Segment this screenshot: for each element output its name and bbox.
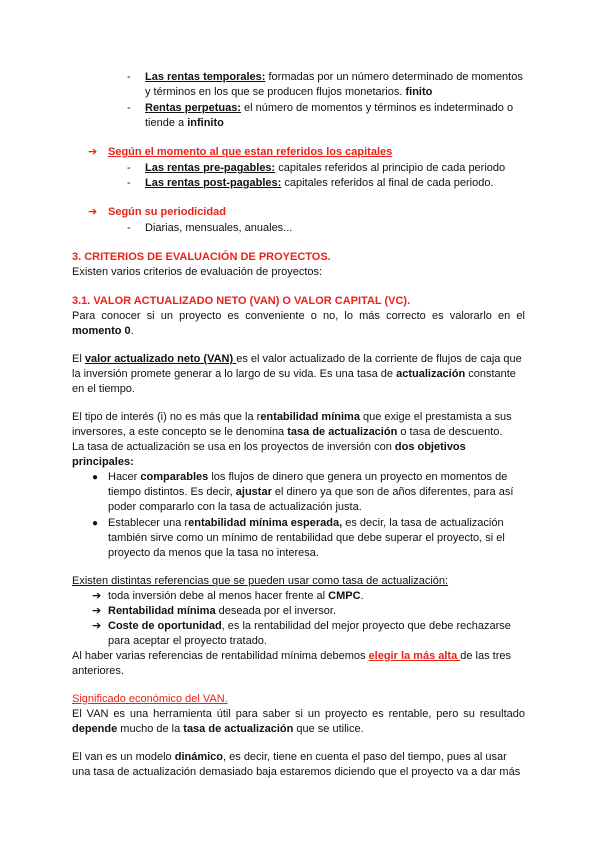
term-text: y términos en los que se producen flujos monetarios.: [145, 86, 406, 98]
ref-item: [108, 604, 336, 619]
text: tiempo distintos. Es decir,: [108, 486, 236, 498]
text: , es decir, tiene en cuenta el paso del tiempo, pues al usar: [223, 751, 507, 763]
keyword: actualización: [396, 368, 466, 380]
keyword: entabilidad mínima esperada,: [188, 517, 343, 529]
text: que se utilice.: [293, 723, 364, 735]
keyword: CMPC: [328, 590, 361, 602]
paragraph-line: [72, 440, 466, 455]
text: mucho de la: [117, 723, 184, 735]
arrow-icon: ➔: [92, 590, 102, 602]
text: Establecer una r: [108, 517, 189, 529]
section-heading-3: 3. CRITERIOS DE EVALUACIÓN DE PROYECTOS.: [72, 251, 331, 263]
keyword: comparables: [140, 471, 209, 483]
list-item-cont: [145, 116, 224, 131]
term-label: Las rentas pre-pagables:: [145, 162, 276, 174]
text: los flujos de dinero que genera un proyecto en momentos de: [208, 471, 508, 483]
term-label: Las rentas temporales:: [145, 71, 266, 83]
paragraph-line: El VAN es una herramienta útil para saber si un proyecto es rentable, pero su resultado: [72, 708, 525, 720]
keyword: ajustar: [235, 486, 272, 498]
paragraph-line: anteriores.: [72, 665, 124, 677]
term-text: formadas por un número determinado de momentos: [265, 71, 523, 83]
keyword: momento 0: [72, 325, 131, 337]
text: la inversión promete generar a lo largo de su vida. Es una tasa de: [72, 368, 397, 380]
subheading-periodicidad: Según su periodicidad: [108, 206, 226, 218]
paragraph-line: [72, 410, 512, 425]
arrow-icon: ➔: [92, 620, 102, 632]
paragraph-line: [72, 425, 502, 440]
keyword: Rentabilidad mínima: [108, 605, 216, 617]
text: .: [130, 325, 134, 337]
list-dash: -: [127, 222, 131, 234]
paragraph-line: [72, 722, 364, 737]
keyword: valor actualizado neto (VAN): [84, 353, 237, 365]
text: deseada por el inversor.: [215, 605, 337, 617]
paragraph-line: [72, 367, 516, 382]
paragraph-line: una tasa de actualización demasiado baja estaremos diciendo que el proyecto va a dar más: [72, 766, 521, 778]
text: Hacer: [108, 471, 141, 483]
paragraph: Existen varios criterios de evaluación de proyectos:: [72, 266, 323, 278]
term-text: tiende a: [145, 117, 188, 129]
term-text: el número de momentos y términos es indeterminado o: [240, 102, 514, 114]
keyword: elegir la más alta: [368, 650, 461, 662]
text: constante: [465, 368, 516, 380]
arrow-icon: ➔: [88, 206, 98, 218]
list-item-cont: [145, 85, 432, 100]
arrow-icon: ➔: [92, 605, 102, 617]
paragraph-line: principales:: [72, 456, 134, 468]
term-label: Las rentas post-pagables:: [145, 177, 282, 189]
list-item: [145, 70, 523, 85]
text: inversores, a este concepto se le denomina: [72, 426, 288, 438]
arrow-icon: ➔: [88, 146, 98, 158]
text: que exige el prestamista a sus: [359, 411, 512, 423]
text: El: [72, 353, 85, 365]
bullet-item-cont: poder compararlo con la tasa de actualización justa.: [108, 501, 362, 513]
ref-item-cont: para aceptar el proyecto tratado.: [108, 635, 267, 647]
subheading-momento: Según el momento al que estan referidos los capitales: [108, 146, 393, 158]
bullet-item-cont: [108, 485, 513, 500]
keyword: dinámico: [174, 751, 224, 763]
list-item: Diarias, mensuales, anuales...: [145, 222, 293, 234]
text: Al haber varias referencias de rentabilidad mínima debemos: [72, 650, 369, 662]
term-keyword: finito: [405, 86, 433, 98]
significado-title: Significado económico del VAN.: [72, 693, 228, 705]
list-dash: -: [127, 177, 131, 189]
paragraph-line: [72, 352, 522, 367]
list-dash: -: [127, 102, 131, 114]
term-text: capitales referidos al final de cada periodo.: [281, 177, 494, 189]
term-label: Rentas perpetuas:: [145, 102, 241, 114]
text: es el valor actualizado de la corriente de flujos de caja que: [236, 353, 522, 365]
bullet-icon: ●: [92, 472, 99, 483]
bullet-item-cont: proyecto da menos que la tasa no interesa.: [108, 547, 319, 559]
paragraph-line: [72, 750, 507, 765]
text: de las tres: [460, 650, 512, 662]
paragraph-line: Para conocer si un proyecto es conveniente o no, lo más correcto es valorarlo en el: [72, 310, 525, 322]
text: , es la rentabilidad del mejor proyecto que debe rechazarse: [221, 620, 511, 632]
term-text: capitales referidos al principio de cada periodo: [275, 162, 506, 174]
text: El tipo de interés (i) no es más que la r: [72, 411, 261, 423]
text: el dinero ya que son de años diferentes, para así: [271, 486, 514, 498]
keyword: depende: [72, 723, 118, 735]
text: es decir, la tasa de actualización: [342, 517, 504, 529]
text: o tasa de descuento.: [397, 426, 503, 438]
keyword: dos objetivos: [394, 441, 466, 453]
list-item: [145, 101, 513, 116]
list-item: [145, 176, 494, 191]
refs-title: Existen distintas referencias que se pueden usar como tasa de actualización:: [72, 575, 449, 587]
text: toda inversión debe al menos hacer frente al: [108, 590, 329, 602]
bullet-item-cont: también sirve como un mínimo de rentabilidad que debe superar el proyecto, si el: [108, 532, 505, 544]
list-dash: -: [127, 162, 131, 174]
paragraph-line: [72, 649, 511, 664]
bullet-item: [108, 470, 507, 485]
text: La tasa de actualización se usa en los proyectos de inversión con: [72, 441, 395, 453]
text: .: [360, 590, 364, 602]
section-heading-3-1: 3.1. VALOR ACTUALIZADO NETO (VAN) O VALOR CAPITAL (VC).: [72, 295, 411, 307]
paragraph-line: en el tiempo.: [72, 383, 135, 395]
term-keyword: infinito: [187, 117, 224, 129]
bullet-item: [108, 516, 504, 531]
keyword: tasa de actualización: [183, 723, 294, 735]
ref-item: [108, 619, 511, 634]
list-dash: -: [127, 71, 131, 83]
ref-item: [108, 589, 364, 604]
bullet-icon: ●: [92, 518, 99, 529]
text: El van es un modelo: [72, 751, 175, 763]
list-item: [145, 161, 505, 176]
keyword: entabilidad mínima: [260, 411, 360, 423]
keyword: Coste de oportunidad: [108, 620, 222, 632]
keyword: tasa de actualización: [287, 426, 398, 438]
paragraph-line: [72, 324, 134, 339]
